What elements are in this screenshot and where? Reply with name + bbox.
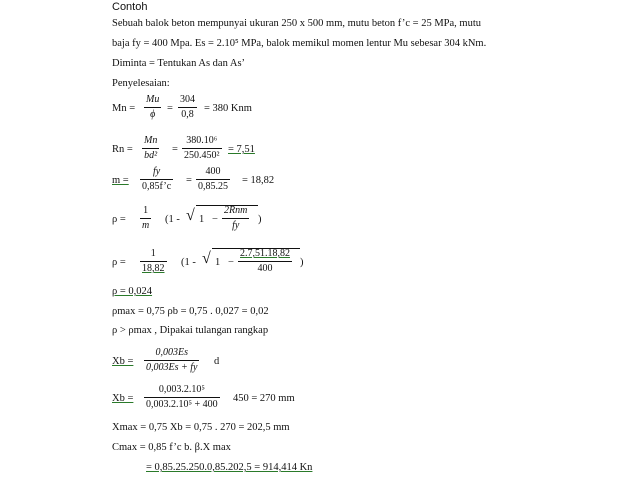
rho-value: ρ = 0,024 <box>112 286 153 297</box>
eq-rho2-close: ) <box>300 257 304 268</box>
eq-rho1-open: (1 - <box>165 214 180 225</box>
eq-rn-num1: Mn <box>144 135 158 146</box>
problem-line-1: Sebuah balok beton mempunyai ukuran 250 x 500 mm, mutu beton f’c = 25 MPa, mutu <box>112 18 481 29</box>
eq-rn-frac1 <box>142 135 159 162</box>
eq-xb1-den: 0,003Es + fy <box>146 362 198 373</box>
eq-mn-frac1 <box>144 94 161 121</box>
rho-max: ρmax = 0,75 ρb = 0,75 . 0,027 = 0,02 <box>112 306 269 317</box>
eq-m-den1: 0,85f’c <box>142 181 172 192</box>
eq-rho1-one: 1 <box>199 214 205 225</box>
eq-mn-frac2 <box>178 94 197 121</box>
eq-rho1-frac1 <box>140 205 151 232</box>
xmax: Xmax = 0,75 Xb = 0,75 . 270 = 202,5 mm <box>112 422 290 433</box>
heading: Contoh <box>112 1 148 13</box>
eq-rho1-den2: fy <box>232 220 240 231</box>
sqrt-icon: √ <box>186 207 195 224</box>
eq-rho1-num2: 2Rnm <box>224 205 248 216</box>
rho-compare: ρ > ρmax , Dipakai tulangan rangkap <box>112 325 269 336</box>
eq-rn-frac2 <box>182 135 222 162</box>
eq-mn-result: = 380 Knm <box>204 103 252 114</box>
eq-mn-den2: 0,8 <box>181 109 194 120</box>
sqrt-icon: √ <box>202 250 211 267</box>
eq-m-den2: 0,85.25 <box>198 181 228 192</box>
eq-rho2-one: 1 <box>215 257 221 268</box>
cmax-line-2: = 0,85.25.250.0,85.202,5 = 914,414 Kn <box>146 462 313 473</box>
problem-line-3: Diminta = Tentukan As dan As’ <box>112 58 246 69</box>
eq-mn-den1: ϕ <box>150 109 156 120</box>
eq-rho2-den2: 400 <box>257 263 273 274</box>
eq-rho1-den1: m <box>142 220 150 231</box>
eq-mn-eq: = <box>167 103 173 114</box>
eq-rho1-num1: 1 <box>143 205 149 216</box>
eq-xb1-num: 0,003Es <box>155 347 188 358</box>
eq-rn-eq: = <box>172 144 178 155</box>
eq-rho1-frac2 <box>222 205 249 232</box>
cmax-line-1: Cmax = 0,85 f’c b. β.X max <box>112 442 231 453</box>
eq-rho2-num2: 2.7,51.18,82 <box>240 248 290 259</box>
eq-mn-lhs: Mn = <box>112 103 136 114</box>
eq-mn-num1: Mu <box>146 94 160 105</box>
eq-xb1-lhs: Xb = <box>112 356 134 367</box>
eq-xb2-lhs: Xb = <box>112 393 134 404</box>
eq-rn-lhs: Rn = <box>112 144 133 155</box>
eq-rho1-close: ) <box>258 214 262 225</box>
eq-m-frac1 <box>140 166 173 193</box>
eq-rn-den1: bd² <box>144 150 158 161</box>
eq-rho2-frac1 <box>140 248 167 275</box>
eq-rn-result: = 7,51 <box>228 144 255 155</box>
problem-line-2: baja fy = 400 Mpa. Es = 2.10⁵ MPa, balok memikul momen lentur Mu sebesar 304 kNm. <box>112 38 487 49</box>
eq-m-frac2 <box>196 166 230 193</box>
eq-xb2-tail: 450 = 270 mm <box>233 393 295 404</box>
solution-label: Penyelesaian: <box>112 78 170 89</box>
eq-mn-num2: 304 <box>180 94 195 105</box>
eq-rho2-den1: 18,82 <box>142 263 165 274</box>
eq-rn-num2: 380.10⁶ <box>186 135 218 146</box>
eq-m-eq: = <box>186 175 192 186</box>
eq-rho1-lhs: ρ = <box>112 214 126 225</box>
eq-rho2-frac2 <box>238 248 292 275</box>
eq-rho2-minus: − <box>228 257 234 268</box>
eq-rn-den2: 250.450² <box>184 150 220 161</box>
eq-rho2-lhs: ρ = <box>112 257 126 268</box>
eq-m-lhs: m = <box>112 175 129 186</box>
eq-xb2-den: 0,003.2.10⁵ + 400 <box>146 399 218 410</box>
eq-m-result: = 18,82 <box>242 175 275 186</box>
eq-xb1-tail: d <box>214 356 220 367</box>
eq-xb1-frac <box>144 347 199 374</box>
eq-xb2-frac <box>144 384 220 411</box>
eq-m-num1: fy <box>152 166 161 177</box>
eq-rho1-minus: − <box>212 214 218 225</box>
eq-rho2-num1: 1 <box>150 248 156 259</box>
eq-rho2-open: (1 - <box>181 257 196 268</box>
eq-xb2-num: 0,003.2.10⁵ <box>158 384 205 395</box>
eq-m-num2: 400 <box>205 166 221 177</box>
